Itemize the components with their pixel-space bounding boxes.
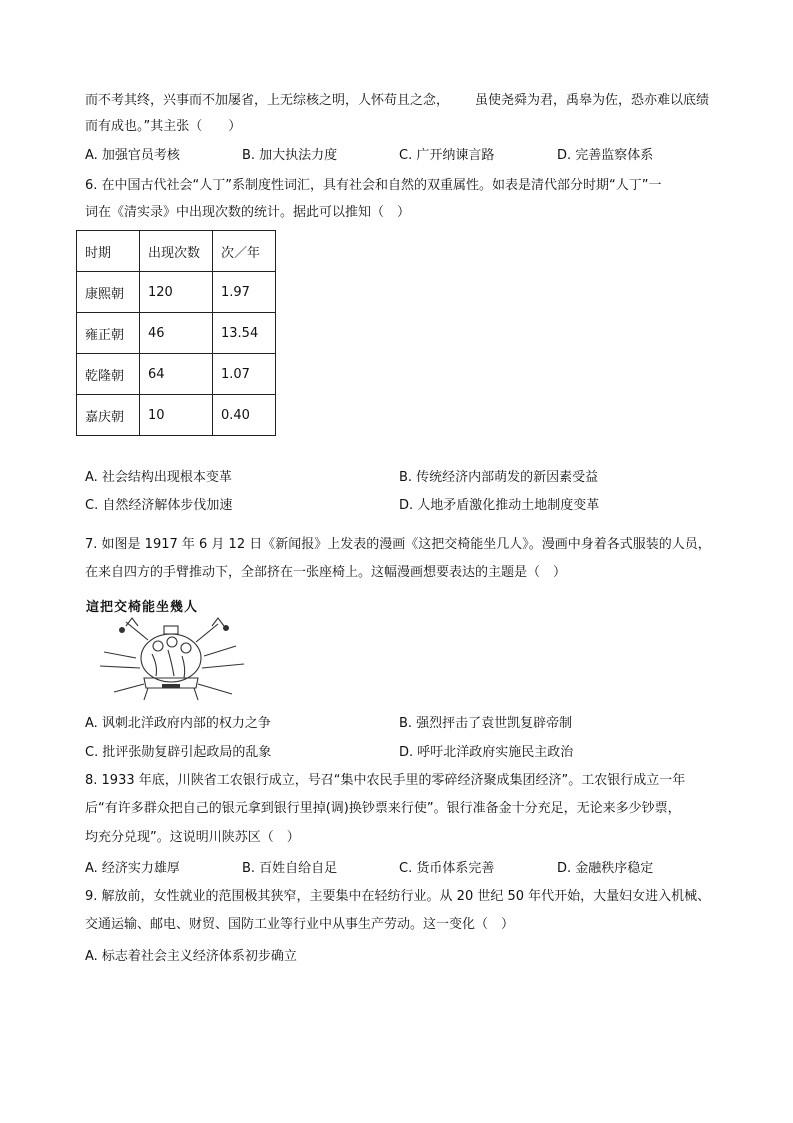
q5-option-c[interactable]: C. 广开纳谏言路	[399, 148, 495, 163]
table-row	[77, 395, 276, 436]
cartoon-drawing	[86, 596, 264, 706]
table-cell: 雍正朝	[77, 313, 140, 354]
q8-option-a[interactable]: A. 经济实力雄厚	[85, 861, 180, 876]
q5-stem-line-1a: 而不考其终，兴事而不加屡省，上无综核之明，人怀苟且之念，	[85, 93, 450, 108]
q8-stem-line-3: 均充分兑现”。这说明川陕苏区（ ）	[85, 830, 300, 845]
q6-option-c[interactable]: C. 自然经济解体步伐加速	[85, 498, 233, 513]
q7-option-b[interactable]: B. 强烈抨击了袁世凯复辟帝制	[399, 716, 573, 731]
table-header-cell: 次／年	[213, 231, 276, 272]
q8-option-b[interactable]: B. 百姓自给自足	[242, 861, 338, 876]
table-header-cell: 时期	[77, 231, 140, 272]
q8-stem-line-1: 8. 1933 年底，川陕省工农银行成立，号召“集中农民手里的零碎经济聚成集团经济”。工农银行成立一年	[85, 773, 686, 788]
q5-option-b[interactable]: B. 加大执法力度	[242, 148, 338, 163]
q6-option-d[interactable]: D. 人地矛盾激化推动土地制度变革	[399, 498, 600, 513]
table-cell: 13.54	[213, 313, 276, 354]
table-cell: 64	[140, 354, 213, 395]
table-row	[77, 272, 276, 313]
q6-stem-line-2: 词在《清实录》中出现次数的统计。据此可以推知（ ）	[85, 205, 411, 220]
table-cell: 1.07	[213, 354, 276, 395]
q6-stem-line-1: 6. 在中国古代社会“人丁”系制度性词汇，具有社会和自然的双重属性。如表是清代部分时期“人丁”一	[85, 178, 662, 193]
table-cell: 康熙朝	[77, 272, 140, 313]
q5-option-d[interactable]: D. 完善监察体系	[557, 148, 654, 163]
q7-option-c[interactable]: C. 批评张勋复辟引起政局的乱象	[85, 745, 272, 760]
table-header-cell: 出现次数	[140, 231, 213, 272]
table-cell: 46	[140, 313, 213, 354]
q7-stem-line-2: 在来自四方的手臂推动下，全部挤在一张座椅上。这幅漫画想要表达的主题是（ ）	[85, 565, 567, 580]
table-cell: 乾隆朝	[77, 354, 140, 395]
q9-stem-line-1: 9. 解放前，女性就业的范围极其狭窄，主要集中在轻纺行业。从 20 世纪 50 年代开始，大量妇女进入机械、	[85, 889, 711, 904]
q8-stem-line-2: 后“有许多群众把自己的银元拿到银行里掉(调)换钞票来行使”。银行准备金十分充足，无论来多少钞票，	[85, 801, 681, 816]
table-row	[77, 354, 276, 395]
q7-option-d[interactable]: D. 呼吁北洋政府实施民主政治	[399, 745, 574, 760]
q7-option-a[interactable]: A. 讽刺北洋政府内部的权力之争	[85, 716, 271, 731]
table-row	[77, 313, 276, 354]
q6-stats-table	[76, 230, 276, 436]
q8-option-d[interactable]: D. 金融秩序稳定	[557, 861, 654, 876]
q5-stem-line-1b: 虽使尧舜为君，禹皋为佐，恐亦难以底绩	[475, 93, 710, 108]
q5-option-a[interactable]: A. 加强官员考核	[85, 148, 180, 163]
table-header-row	[77, 231, 276, 272]
q8-option-c[interactable]: C. 货币体系完善	[399, 861, 495, 876]
q6-option-a[interactable]: A. 社会结构出现根本变革	[85, 470, 232, 485]
q7-stem-line-1: 7. 如图是 1917 年 6 月 12 日《新闻报》上发表的漫画《这把交椅能坐几人》。漫画中身着各式服装的人员，	[85, 537, 711, 552]
q6-option-b[interactable]: B. 传统经济内部萌发的新因素受益	[399, 470, 599, 485]
table-cell: 1.97	[213, 272, 276, 313]
table-cell: 0.40	[213, 395, 276, 436]
cartoon-title: 這把交椅能坐幾人	[86, 600, 199, 615]
q5-stem-line-2: 而有成也。”其主张（ ）	[85, 119, 242, 134]
table-cell: 10	[140, 395, 213, 436]
q7-cartoon-image	[86, 596, 264, 706]
q9-option-a[interactable]: A. 标志着社会主义经济体系初步确立	[85, 949, 297, 964]
table-cell: 120	[140, 272, 213, 313]
table-cell: 嘉庆朝	[77, 395, 140, 436]
q9-stem-line-2: 交通运输、邮电、财贸、国防工业等行业中从事生产劳动。这一变化（ ）	[85, 917, 515, 932]
q5-stem-line-1	[85, 92, 709, 110]
